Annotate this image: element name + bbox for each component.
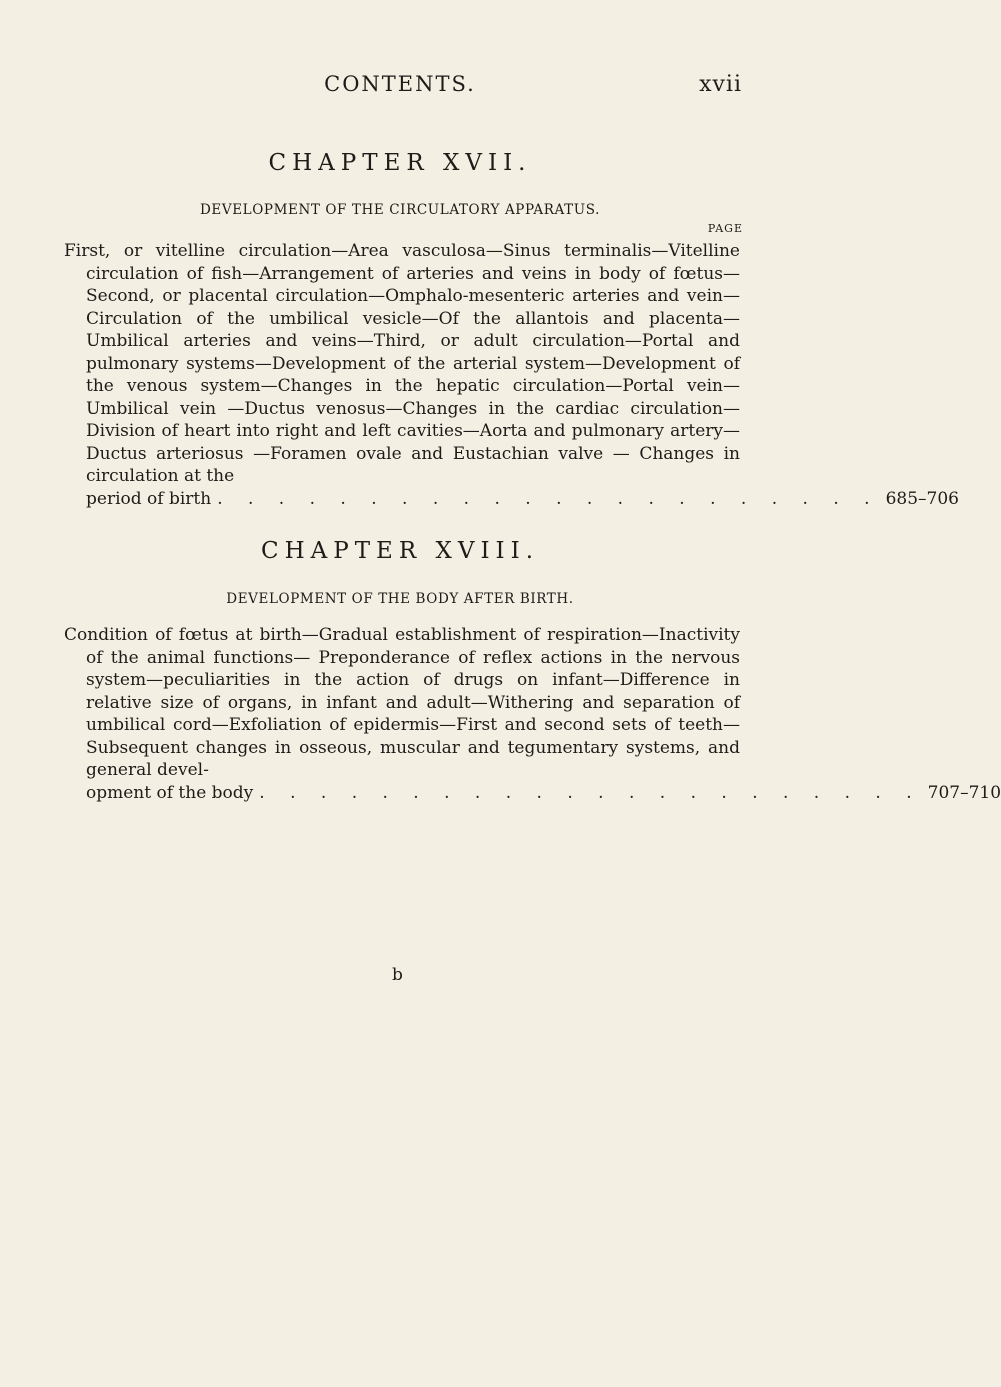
chapter-17-final-line [86, 488, 959, 511]
page-column-label: PAGE [707, 222, 743, 235]
chapter-18-subtitle: DEVELOPMENT OF THE BODY AFTER BIRTH. [226, 591, 574, 607]
chapter-18-page-range: 707–710 [927, 782, 1001, 803]
chapter-17-summary-text: First, or vitelline circulation—Area vasculosa—Sinus terminalis—Vitelline circulation of fish—Arrangement of arteries and veins in body of fœtus—Second, or placental circulation—Omphalo-mesenteric arteries and vein—Circulation of the umbilical vesicle—Of the allantois and placenta—Umbilical arteries and veins—Third, or adult circulation—Portal and pulmonary systems—Development of the arterial system—Development of the venous system—Changes in the hepatic circulation—Portal vein—Umbilical vein —Ductus venosus—Changes in the cardiac circulation—Division of heart into right and left cavities—Aorta and pulmonary artery—Ductus arteriosus —Foramen ovale and Eustachian valve — Changes in circulation at the [64, 241, 740, 486]
signature-mark: b [392, 965, 403, 985]
chapter-18-heading: CHAPTER XVIII. [260, 538, 540, 564]
chapter-17-final-text: period of birth [86, 488, 212, 509]
chapter-18-summary [64, 624, 1001, 804]
chapter-18-leader-dots: . . . . . . . . . . . . . . . . . . . . . . [259, 782, 922, 803]
chapter-17-page-range: 685–706 [885, 488, 959, 509]
chapter-17-leader-dots: . . . . . . . . . . . . . . . . . . . . . . [217, 488, 880, 509]
chapter-17-heading: CHAPTER XVII. [268, 150, 532, 176]
chapter-18-final-text: opment of the body [86, 782, 254, 803]
chapter-17-summary [64, 240, 959, 510]
running-head-title: CONTENTS. [324, 72, 476, 96]
chapter-17-subtitle: DEVELOPMENT OF THE CIRCULATORY APPARATUS. [199, 202, 600, 218]
running-head [0, 72, 800, 102]
chapter-18-summary-text: Condition of fœtus at birth—Gradual establishment of respiration—Inactivity of the animal functions— Preponderance of reflex actions in the nervous system—peculiarities in the action of drugs on infant—Difference in relative size of organs, in infant and adult—Withering and separation of umbilical cord—Exfoliation of epidermis—First and second sets of teeth—Subsequent changes in osseous, muscular and tegumentary systems, and general devel- [64, 625, 740, 780]
chapter-18-final-line [86, 782, 1001, 805]
running-head-page-number: xvii [699, 72, 742, 97]
